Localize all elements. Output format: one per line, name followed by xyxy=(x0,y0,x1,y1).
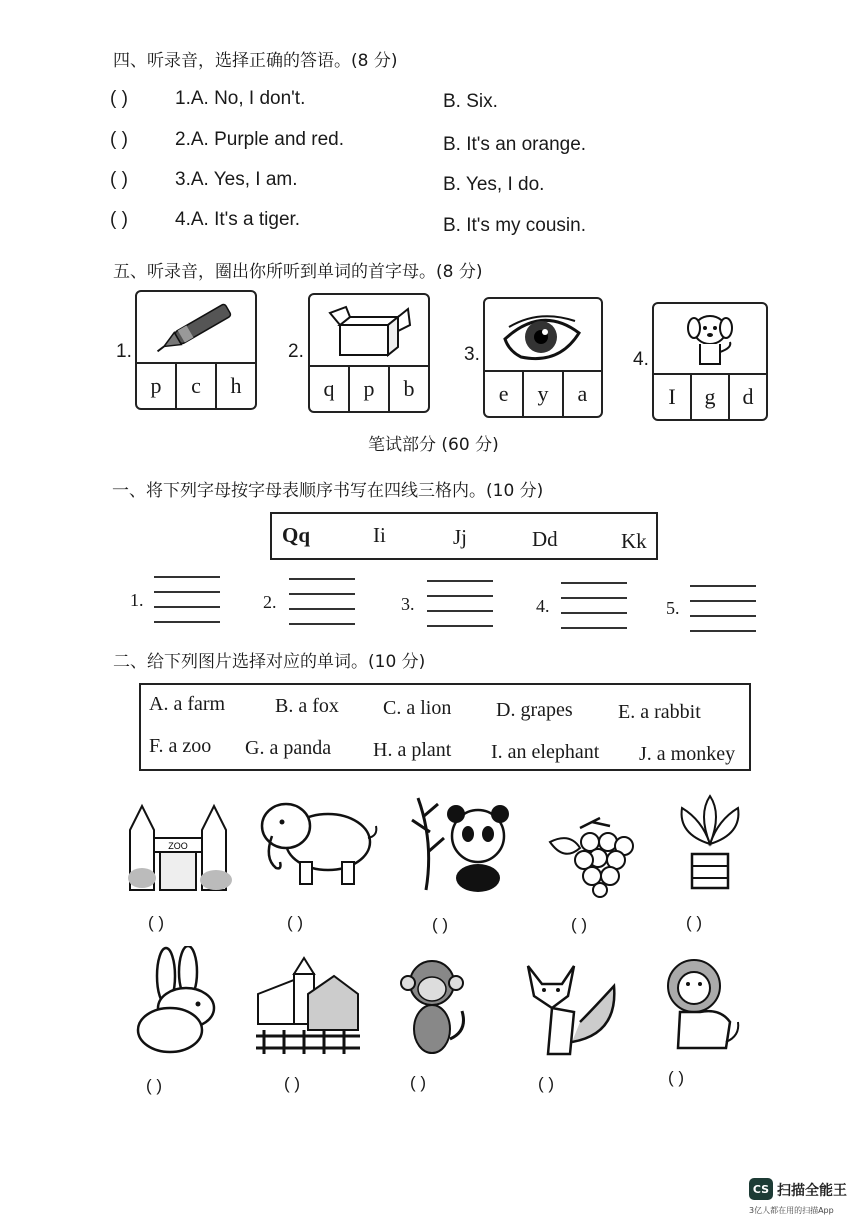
letter-qq: Qq xyxy=(282,523,311,547)
answer-paren-4[interactable]: ( ) xyxy=(571,915,588,934)
q5-1-letter-3[interactable]: h xyxy=(215,364,255,408)
writing-number-3: 3. xyxy=(401,594,415,614)
writing-lines-2[interactable] xyxy=(289,578,355,638)
word-f: F. a zoo xyxy=(149,735,212,757)
letter-jj: Jj xyxy=(453,525,468,549)
option-4-2-a: 2.A. Purple and red. xyxy=(175,129,344,150)
writing-number-2: 2. xyxy=(263,592,277,612)
section-5-title: 五、听录音，圈出你所听到单词的首字母。(8 分) xyxy=(113,262,483,282)
q5-4-card xyxy=(652,302,768,421)
word-j: J. a monkey xyxy=(639,743,736,765)
letter-kk: Kk xyxy=(621,529,647,553)
watermark-badge: CS xyxy=(749,1178,773,1200)
writing-lines-5[interactable] xyxy=(690,585,756,645)
q5-1-card xyxy=(135,290,257,410)
writing-lines-4[interactable] xyxy=(561,582,627,642)
answer-paren-3[interactable]: ( ) xyxy=(432,915,449,934)
word-bank-box xyxy=(139,683,751,771)
written-1-title: 一、将下列字母按字母表顺序书写在四线三格内。(10 分) xyxy=(112,481,544,501)
option-4-3-a: 3.A. Yes, I am. xyxy=(175,169,298,190)
word-c: C. a lion xyxy=(383,697,452,719)
word-i: I. an elephant xyxy=(491,741,600,763)
written-2-title: 二、给下列图片选择对应的单词。(10 分) xyxy=(113,652,426,672)
pen-icon xyxy=(149,298,243,358)
word-b: B. a fox xyxy=(275,695,339,717)
word-a: A. a farm xyxy=(149,693,226,715)
written-part-title: 笔试部分 (60 分) xyxy=(368,435,499,455)
q5-4-number: 4. xyxy=(633,349,649,370)
q5-3-letter-3[interactable]: a xyxy=(562,372,601,416)
option-4-3-b: B. Yes, I do. xyxy=(443,174,545,195)
option-4-1-b: B. Six. xyxy=(443,91,498,112)
answer-paren-8[interactable]: ( ) xyxy=(410,1073,427,1092)
elephant-icon xyxy=(256,796,380,888)
option-4-4-b: B. It's my cousin. xyxy=(443,215,587,236)
q5-2-card xyxy=(308,293,430,413)
watermark-name: 扫描全能王 xyxy=(777,1183,847,1199)
farm-icon xyxy=(254,954,362,1056)
answer-paren-9[interactable]: ( ) xyxy=(538,1074,555,1093)
paren-4-4: ( ) xyxy=(110,209,128,230)
grapes-icon xyxy=(540,812,640,898)
eye-icon xyxy=(499,307,585,367)
plant-icon xyxy=(668,794,752,894)
q5-4-letter-1[interactable]: I xyxy=(668,384,676,409)
section-4-title: 四、听录音，选择正确的答语。(8 分) xyxy=(113,51,398,71)
letters-box xyxy=(270,512,658,560)
box-icon xyxy=(326,301,412,361)
answer-paren-7[interactable]: ( ) xyxy=(284,1074,301,1093)
writing-number-1: 1. xyxy=(130,590,144,610)
word-d: D. grapes xyxy=(496,699,573,721)
option-4-1-a: 1.A. No, I don't. xyxy=(175,88,306,109)
q5-2-letter-2[interactable]: p xyxy=(348,367,388,411)
lion-icon xyxy=(660,956,744,1054)
q5-4-letter-3[interactable]: d xyxy=(728,375,766,419)
q5-2-letter-3[interactable]: b xyxy=(388,367,428,411)
answer-paren-6[interactable]: ( ) xyxy=(146,1076,163,1095)
answer-paren-5[interactable]: ( ) xyxy=(686,913,703,932)
option-4-2-b: B. It's an orange. xyxy=(443,134,587,155)
q5-3-letter-2[interactable]: y xyxy=(522,372,561,416)
writing-number-5: 5. xyxy=(666,598,680,618)
writing-lines-1[interactable] xyxy=(154,576,220,636)
answer-paren-10[interactable]: ( ) xyxy=(668,1068,685,1087)
word-h: H. a plant xyxy=(373,739,452,761)
q5-1-letter-1[interactable]: p xyxy=(150,373,162,398)
letter-ii: Ii xyxy=(373,523,386,547)
fox-icon xyxy=(518,962,624,1058)
q5-4-letter-2[interactable]: g xyxy=(690,375,728,419)
word-e: E. a rabbit xyxy=(618,701,701,723)
writing-number-4: 4. xyxy=(536,596,550,616)
q5-1-letter-2[interactable]: c xyxy=(175,364,215,408)
paren-4-3: ( ) xyxy=(110,169,128,190)
q5-3-number: 3. xyxy=(464,344,480,365)
q5-3-letter-1[interactable]: e xyxy=(498,381,509,406)
letter-dd: Dd xyxy=(532,527,558,551)
rabbit-icon xyxy=(130,946,226,1056)
svg-text:ZOO: ZOO xyxy=(168,841,188,851)
option-4-4-a: 4.A. It's a tiger. xyxy=(175,209,301,230)
panda-icon xyxy=(408,792,518,894)
answer-paren-2[interactable]: ( ) xyxy=(287,913,304,932)
watermark-sub: 3亿人都在用的扫描App xyxy=(749,1206,834,1215)
word-g: G. a panda xyxy=(245,737,332,759)
q5-1-number: 1. xyxy=(116,341,132,362)
q5-3-card xyxy=(483,297,603,418)
monkey-icon xyxy=(396,955,470,1057)
q5-2-letter-1[interactable]: q xyxy=(323,376,335,401)
writing-lines-3[interactable] xyxy=(427,580,493,640)
paren-4-1: ( ) xyxy=(110,88,128,109)
q5-2-number: 2. xyxy=(288,341,304,362)
answer-paren-1[interactable]: ( ) xyxy=(148,913,165,932)
dog-icon xyxy=(674,308,746,372)
zoo-icon xyxy=(122,800,238,895)
paren-4-2: ( ) xyxy=(110,129,128,150)
